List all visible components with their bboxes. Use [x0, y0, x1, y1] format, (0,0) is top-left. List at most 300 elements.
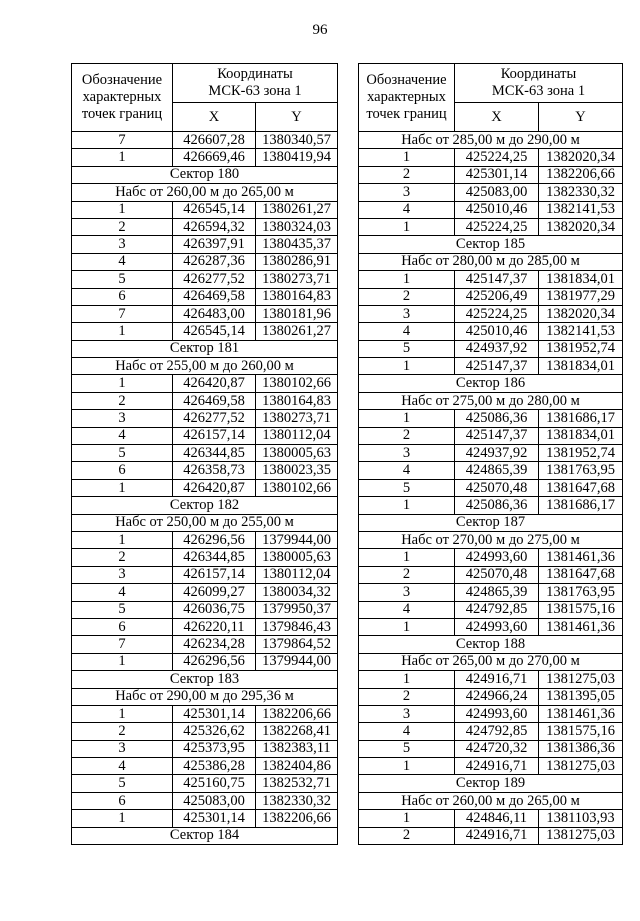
- y-coordinate-cell: 1382330,32: [539, 184, 623, 201]
- x-coordinate-cell: 425224,25: [455, 149, 539, 166]
- x-coordinate-cell: 425326,62: [173, 723, 256, 740]
- table-row: [359, 149, 623, 166]
- point-number-cell: 3: [72, 410, 173, 427]
- point-number-cell: 1: [72, 531, 173, 548]
- section-row: [359, 392, 623, 409]
- table-row: [72, 618, 338, 635]
- table-row: [72, 758, 338, 775]
- x-coordinate-cell: 424916,71: [455, 827, 539, 844]
- x-coordinate-cell: 426358,73: [173, 462, 256, 479]
- table-row: [359, 305, 623, 322]
- y-coordinate-cell: 1379846,43: [256, 618, 338, 635]
- table-row: [72, 810, 338, 827]
- x-coordinate-cell: 425147,37: [455, 271, 539, 288]
- section-row: [359, 775, 623, 792]
- y-coordinate-cell: 1382206,66: [256, 705, 338, 722]
- section-row: [359, 514, 623, 531]
- y-coordinate-cell: 1381103,93: [539, 810, 623, 827]
- y-coordinate-cell: 1381461,36: [539, 549, 623, 566]
- coordinates-header: [455, 64, 623, 103]
- x-coordinate-cell: 426545,14: [173, 201, 256, 218]
- y-coordinate-cell: 1380112,04: [256, 427, 338, 444]
- x-coordinate-cell: 424993,60: [455, 618, 539, 635]
- x-coordinate-cell: 424720,32: [455, 740, 539, 757]
- x-coordinate-cell: 425010,46: [455, 201, 539, 218]
- point-number-cell: 3: [359, 584, 455, 601]
- point-number-cell: 5: [72, 445, 173, 462]
- section-row: [72, 827, 338, 844]
- table-row: [72, 740, 338, 757]
- x-coordinate-cell: 424792,85: [455, 723, 539, 740]
- x-coordinate-cell: 425301,14: [173, 810, 256, 827]
- x-coordinate-cell: 424916,71: [455, 671, 539, 688]
- section-row: [359, 653, 623, 670]
- x-coordinate-cell: 426420,87: [173, 479, 256, 496]
- x-coordinate-cell: 426157,14: [173, 427, 256, 444]
- y-coordinate-cell: 1380102,66: [256, 375, 338, 392]
- section-row: [72, 514, 338, 531]
- point-number-cell: 5: [72, 775, 173, 792]
- table-row: [72, 775, 338, 792]
- x-coordinate-cell: 426277,52: [173, 271, 256, 288]
- table-row: [359, 618, 623, 635]
- coordinates-header-line: МСК-63 зона 1: [491, 83, 586, 99]
- section-row: [359, 236, 623, 253]
- y-coordinate-cell: 1380034,32: [256, 584, 338, 601]
- table-row: [72, 375, 338, 392]
- table-body-left: [72, 132, 338, 845]
- table-row: [359, 340, 623, 357]
- point-number-cell: 7: [72, 305, 173, 322]
- y-coordinate-cell: 1381834,01: [539, 358, 623, 375]
- table-row: [72, 288, 338, 305]
- x-coordinate-cell: 426287,36: [173, 253, 256, 270]
- table-row: [72, 462, 338, 479]
- y-coordinate-cell: 1382020,34: [539, 305, 623, 322]
- table-row: [359, 810, 623, 827]
- x-coordinate-cell: 426277,52: [173, 410, 256, 427]
- section-label: Сектор 186: [359, 375, 623, 392]
- point-number-cell: 4: [72, 758, 173, 775]
- x-coordinate-cell: 426483,00: [173, 305, 256, 322]
- x-column-header: X: [455, 103, 539, 132]
- y-coordinate-cell: 1380435,37: [256, 236, 338, 253]
- x-coordinate-cell: 426545,14: [173, 323, 256, 340]
- table-row: [359, 288, 623, 305]
- point-number-cell: 1: [359, 671, 455, 688]
- point-number-cell: 1: [359, 810, 455, 827]
- y-coordinate-cell: 1380261,27: [256, 201, 338, 218]
- section-row: [359, 132, 623, 149]
- y-coordinate-cell: 1381952,74: [539, 445, 623, 462]
- table-row: [72, 271, 338, 288]
- point-number-cell: 2: [359, 688, 455, 705]
- point-number-cell: 6: [72, 288, 173, 305]
- x-coordinate-cell: 426594,32: [173, 218, 256, 235]
- table-row: [72, 601, 338, 618]
- point-number-cell: 1: [72, 705, 173, 722]
- section-row: [359, 375, 623, 392]
- point-number-cell: 5: [359, 740, 455, 757]
- table-row: [359, 827, 623, 844]
- x-coordinate-cell: 424792,85: [455, 601, 539, 618]
- point-number-cell: 5: [72, 271, 173, 288]
- x-coordinate-cell: 424966,24: [455, 688, 539, 705]
- y-coordinate-cell: 1382532,71: [256, 775, 338, 792]
- point-number-cell: 1: [72, 653, 173, 670]
- point-number-cell: 6: [72, 792, 173, 809]
- x-coordinate-cell: 425206,49: [455, 288, 539, 305]
- point-number-cell: 1: [72, 479, 173, 496]
- section-label: Сектор 187: [359, 514, 623, 531]
- y-coordinate-cell: 1380023,35: [256, 462, 338, 479]
- point-number-cell: 2: [359, 827, 455, 844]
- y-coordinate-cell: 1380273,71: [256, 271, 338, 288]
- section-label: Набс от 260,00 м до 265,00 м: [72, 184, 338, 201]
- y-coordinate-cell: 1380273,71: [256, 410, 338, 427]
- point-number-cell: 2: [359, 288, 455, 305]
- table-row: [359, 584, 623, 601]
- section-label: Набс от 285,00 м до 290,00 м: [359, 132, 623, 149]
- y-coordinate-cell: 1381686,17: [539, 410, 623, 427]
- section-label: Сектор 181: [72, 340, 338, 357]
- section-label: Сектор 184: [72, 827, 338, 844]
- y-column-header: Y: [256, 103, 338, 132]
- y-coordinate-cell: 1381275,03: [539, 671, 623, 688]
- x-coordinate-cell: 424846,11: [455, 810, 539, 827]
- x-coordinate-cell: 426036,75: [173, 601, 256, 618]
- y-coordinate-cell: 1380286,91: [256, 253, 338, 270]
- point-number-cell: 2: [72, 549, 173, 566]
- x-coordinate-cell: 426234,28: [173, 636, 256, 653]
- section-label: Набс от 260,00 м до 265,00 м: [359, 792, 623, 809]
- y-coordinate-cell: 1380005,63: [256, 445, 338, 462]
- point-number-cell: 3: [359, 184, 455, 201]
- y-coordinate-cell: 1382206,66: [539, 166, 623, 183]
- point-number-cell: 1: [359, 758, 455, 775]
- table-row: [72, 479, 338, 496]
- point-number-cell: 1: [359, 549, 455, 566]
- y-coordinate-cell: 1381977,29: [539, 288, 623, 305]
- point-number-cell: 4: [359, 201, 455, 218]
- table-row: [72, 653, 338, 670]
- y-coordinate-cell: 1380324,03: [256, 218, 338, 235]
- y-coordinate-cell: 1381461,36: [539, 705, 623, 722]
- table-row: [72, 201, 338, 218]
- section-label: Сектор 180: [72, 166, 338, 183]
- point-number-cell: 1: [72, 149, 173, 166]
- section-label: Набс от 280,00 м до 285,00 м: [359, 253, 623, 270]
- table-row: [72, 584, 338, 601]
- table-row: [359, 566, 623, 583]
- x-coordinate-cell: 426157,14: [173, 566, 256, 583]
- y-coordinate-cell: 1381395,05: [539, 688, 623, 705]
- y-coordinate-cell: 1381647,68: [539, 566, 623, 583]
- x-coordinate-cell: 426469,58: [173, 288, 256, 305]
- table-row: [72, 566, 338, 583]
- table-row: [359, 671, 623, 688]
- table-row: [72, 218, 338, 235]
- coordinates-table-left: [71, 63, 338, 845]
- point-number-cell: 1: [72, 323, 173, 340]
- point-designation-header-line: характерных: [367, 89, 446, 105]
- point-designation-header-line: точек границ: [81, 106, 163, 122]
- table-row: [359, 740, 623, 757]
- x-coordinate-cell: 425386,28: [173, 758, 256, 775]
- y-coordinate-cell: 1380005,63: [256, 549, 338, 566]
- point-number-cell: 3: [72, 236, 173, 253]
- y-coordinate-cell: 1379950,37: [256, 601, 338, 618]
- section-label: Сектор 188: [359, 636, 623, 653]
- table-row: [359, 479, 623, 496]
- y-column-header: Y: [539, 103, 623, 132]
- x-coordinate-cell: 426397,91: [173, 236, 256, 253]
- point-number-cell: 1: [359, 149, 455, 166]
- point-number-cell: 1: [72, 375, 173, 392]
- x-coordinate-cell: 426344,85: [173, 445, 256, 462]
- point-designation-header-line: характерных: [82, 89, 162, 105]
- table-row: [359, 601, 623, 618]
- y-coordinate-cell: 1382206,66: [256, 810, 338, 827]
- y-coordinate-cell: 1380102,66: [256, 479, 338, 496]
- table-row: [72, 549, 338, 566]
- y-coordinate-cell: 1381763,95: [539, 462, 623, 479]
- section-label: Набс от 270,00 м до 275,00 м: [359, 531, 623, 548]
- point-number-cell: 1: [359, 410, 455, 427]
- x-coordinate-cell: 426220,11: [173, 618, 256, 635]
- point-number-cell: 3: [359, 445, 455, 462]
- point-number-cell: 2: [359, 427, 455, 444]
- x-coordinate-cell: 424937,92: [455, 445, 539, 462]
- coordinates-table-right: [358, 63, 623, 845]
- table-row: [72, 636, 338, 653]
- point-number-cell: 4: [359, 323, 455, 340]
- point-number-cell: 5: [359, 340, 455, 357]
- y-coordinate-cell: 1379864,52: [256, 636, 338, 653]
- table-row: [72, 392, 338, 409]
- section-row: [72, 340, 338, 357]
- point-designation-header: [72, 64, 173, 132]
- table-row: [72, 253, 338, 270]
- y-coordinate-cell: 1380164,83: [256, 392, 338, 409]
- y-coordinate-cell: 1382020,34: [539, 149, 623, 166]
- y-coordinate-cell: 1381461,36: [539, 618, 623, 635]
- y-coordinate-cell: 1380112,04: [256, 566, 338, 583]
- point-number-cell: 3: [72, 740, 173, 757]
- y-coordinate-cell: 1380164,83: [256, 288, 338, 305]
- point-number-cell: 7: [72, 636, 173, 653]
- x-coordinate-cell: 424916,71: [455, 758, 539, 775]
- y-coordinate-cell: 1381575,16: [539, 723, 623, 740]
- coordinates-header: [173, 64, 338, 103]
- section-row: [72, 497, 338, 514]
- point-designation-header-line: Обозначение: [81, 72, 163, 88]
- point-number-cell: 1: [359, 271, 455, 288]
- x-coordinate-cell: 425147,37: [455, 358, 539, 375]
- point-number-cell: 3: [72, 566, 173, 583]
- y-coordinate-cell: 1380261,27: [256, 323, 338, 340]
- y-coordinate-cell: 1382141,53: [539, 201, 623, 218]
- point-number-cell: 5: [359, 479, 455, 496]
- table-row: [72, 427, 338, 444]
- table-row: [359, 271, 623, 288]
- y-coordinate-cell: 1382404,86: [256, 758, 338, 775]
- y-coordinate-cell: 1381275,03: [539, 827, 623, 844]
- table-row: [72, 305, 338, 322]
- x-coordinate-cell: 425373,95: [173, 740, 256, 757]
- y-coordinate-cell: 1382141,53: [539, 323, 623, 340]
- table-row: [72, 705, 338, 722]
- x-coordinate-cell: 425083,00: [455, 184, 539, 201]
- y-coordinate-cell: 1379944,00: [256, 653, 338, 670]
- point-number-cell: 2: [359, 166, 455, 183]
- point-number-cell: 1: [72, 201, 173, 218]
- point-number-cell: 3: [359, 305, 455, 322]
- section-label: Сектор 185: [359, 236, 623, 253]
- point-number-cell: 1: [359, 358, 455, 375]
- point-number-cell: 4: [72, 253, 173, 270]
- table-row: [72, 236, 338, 253]
- section-label: Сектор 189: [359, 775, 623, 792]
- x-coordinate-cell: 425224,25: [455, 305, 539, 322]
- point-number-cell: 1: [72, 810, 173, 827]
- table-row: [72, 149, 338, 166]
- section-row: [359, 531, 623, 548]
- table-row: [359, 358, 623, 375]
- point-number-cell: 4: [72, 584, 173, 601]
- table-row: [72, 323, 338, 340]
- table-row: [359, 497, 623, 514]
- x-coordinate-cell: 426099,27: [173, 584, 256, 601]
- y-coordinate-cell: 1380181,96: [256, 305, 338, 322]
- table-row: [359, 323, 623, 340]
- y-coordinate-cell: 1382383,11: [256, 740, 338, 757]
- section-row: [359, 253, 623, 270]
- table-row: [359, 723, 623, 740]
- section-label: Набс от 255,00 м до 260,00 м: [72, 358, 338, 375]
- table-row: [359, 410, 623, 427]
- section-row: [72, 671, 338, 688]
- section-label: Набс от 265,00 м до 270,00 м: [359, 653, 623, 670]
- x-coordinate-cell: 425301,14: [173, 705, 256, 722]
- point-number-cell: 7: [72, 132, 173, 149]
- table-row: [72, 410, 338, 427]
- table-row: [359, 218, 623, 235]
- x-coordinate-cell: 426420,87: [173, 375, 256, 392]
- y-coordinate-cell: 1381275,03: [539, 758, 623, 775]
- point-designation-header: [359, 64, 455, 132]
- point-number-cell: 1: [359, 497, 455, 514]
- table-row: [359, 427, 623, 444]
- point-number-cell: 2: [359, 566, 455, 583]
- x-coordinate-cell: 426296,56: [173, 653, 256, 670]
- x-coordinate-cell: 424865,39: [455, 462, 539, 479]
- table-row: [359, 688, 623, 705]
- point-number-cell: 6: [72, 462, 173, 479]
- point-number-cell: 6: [72, 618, 173, 635]
- table-row: [72, 531, 338, 548]
- y-coordinate-cell: 1381834,01: [539, 271, 623, 288]
- x-coordinate-cell: 425086,36: [455, 410, 539, 427]
- point-number-cell: 4: [359, 723, 455, 740]
- table-row: [72, 792, 338, 809]
- point-number-cell: 4: [359, 462, 455, 479]
- point-designation-header-line: Обозначение: [366, 72, 447, 88]
- point-number-cell: 2: [72, 723, 173, 740]
- x-coordinate-cell: 425224,25: [455, 218, 539, 235]
- y-coordinate-cell: 1381686,17: [539, 497, 623, 514]
- y-coordinate-cell: 1382020,34: [539, 218, 623, 235]
- table-row: [359, 201, 623, 218]
- y-coordinate-cell: 1381763,95: [539, 584, 623, 601]
- section-row: [72, 358, 338, 375]
- table-row: [359, 705, 623, 722]
- table-row: [359, 462, 623, 479]
- table-row: [359, 184, 623, 201]
- point-number-cell: 1: [359, 618, 455, 635]
- x-coordinate-cell: 426344,85: [173, 549, 256, 566]
- x-coordinate-cell: 425160,75: [173, 775, 256, 792]
- x-coordinate-cell: 424993,60: [455, 549, 539, 566]
- point-number-cell: 2: [72, 218, 173, 235]
- x-column-header: X: [173, 103, 256, 132]
- section-label: Набс от 250,00 м до 255,00 м: [72, 514, 338, 531]
- table-body-right: [359, 132, 623, 845]
- point-number-cell: 5: [72, 601, 173, 618]
- section-row: [359, 636, 623, 653]
- section-label: Сектор 182: [72, 497, 338, 514]
- y-coordinate-cell: 1381575,16: [539, 601, 623, 618]
- table-row: [72, 132, 338, 149]
- x-coordinate-cell: 425070,48: [455, 566, 539, 583]
- x-coordinate-cell: 424865,39: [455, 584, 539, 601]
- section-label: Сектор 183: [72, 671, 338, 688]
- section-label: Набс от 290,00 м до 295,36 м: [72, 688, 338, 705]
- x-coordinate-cell: 425086,36: [455, 497, 539, 514]
- table-row: [72, 723, 338, 740]
- y-coordinate-cell: 1381834,01: [539, 427, 623, 444]
- coordinates-header-line: Координаты: [217, 66, 293, 82]
- x-coordinate-cell: 426296,56: [173, 531, 256, 548]
- y-coordinate-cell: 1379944,00: [256, 531, 338, 548]
- point-number-cell: 2: [72, 392, 173, 409]
- y-coordinate-cell: 1381952,74: [539, 340, 623, 357]
- coordinates-header-line: Координаты: [500, 66, 577, 82]
- point-number-cell: 1: [359, 218, 455, 235]
- y-coordinate-cell: 1380340,57: [256, 132, 338, 149]
- x-coordinate-cell: 426669,46: [173, 149, 256, 166]
- section-row: [72, 166, 338, 183]
- table-row: [359, 166, 623, 183]
- point-designation-header-line: точек границ: [366, 106, 447, 122]
- section-label: Набс от 275,00 м до 280,00 м: [359, 392, 623, 409]
- section-row: [72, 184, 338, 201]
- table-row: [359, 445, 623, 462]
- x-coordinate-cell: 426469,58: [173, 392, 256, 409]
- y-coordinate-cell: 1381386,36: [539, 740, 623, 757]
- y-coordinate-cell: 1382268,41: [256, 723, 338, 740]
- x-coordinate-cell: 425301,14: [455, 166, 539, 183]
- x-coordinate-cell: 425147,37: [455, 427, 539, 444]
- table-row: [72, 445, 338, 462]
- table-row: [359, 549, 623, 566]
- x-coordinate-cell: 426607,28: [173, 132, 256, 149]
- point-number-cell: 4: [359, 601, 455, 618]
- x-coordinate-cell: 424993,60: [455, 705, 539, 722]
- x-coordinate-cell: 424937,92: [455, 340, 539, 357]
- coordinates-header-line: МСК-63 зона 1: [208, 83, 302, 99]
- page-number: 96: [312, 22, 328, 38]
